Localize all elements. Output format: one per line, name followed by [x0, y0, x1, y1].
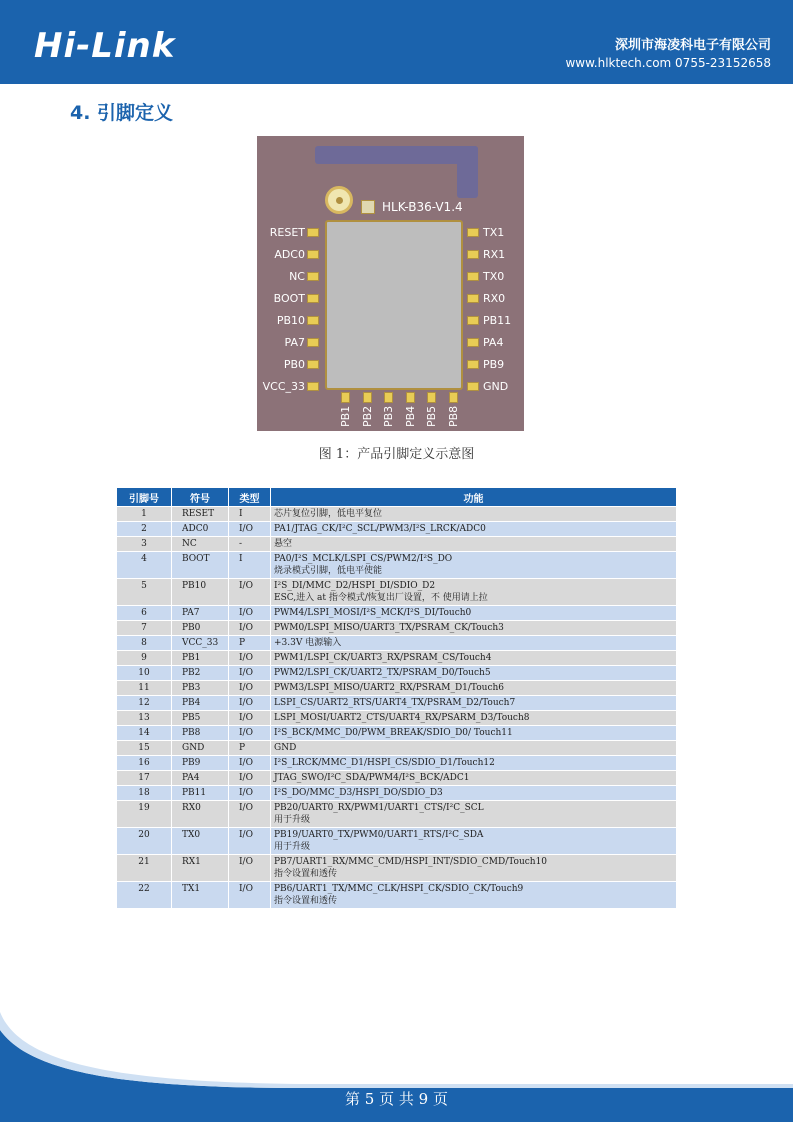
symbol-cell: ADC0 [172, 522, 229, 537]
type-cell: I/O [229, 579, 271, 606]
function-cell [271, 552, 677, 579]
table-row [117, 522, 677, 537]
function-cell [271, 651, 677, 666]
function-line: PB20/UART0_RX/PWM1/UART1_CTS/I²C_SCL [274, 803, 484, 813]
table-row [117, 651, 677, 666]
symbol-cell: PB1 [172, 651, 229, 666]
pin-number-cell: 17 [117, 771, 172, 786]
pin-label-left: RESET [269, 226, 305, 239]
type-cell: I/O [229, 681, 271, 696]
pin-label-left: NC [289, 270, 305, 283]
pin-pad [427, 392, 436, 403]
pin-label-left: PB0 [283, 358, 305, 371]
table-row [117, 636, 677, 651]
function-cell [271, 636, 677, 651]
pin-label-right: PA4 [483, 336, 504, 349]
pin-label-bottom: PB4 [403, 405, 417, 427]
symbol-cell: RESET [172, 507, 229, 522]
function-cell [271, 606, 677, 621]
type-cell: I/O [229, 855, 271, 882]
symbol-cell: PB3 [172, 681, 229, 696]
table-row [117, 741, 677, 756]
symbol-cell: GND [172, 741, 229, 756]
module-label: HLK-B36-V1.4 [382, 200, 463, 214]
pcb-antenna [315, 146, 478, 164]
pin-number-cell: 10 [117, 666, 172, 681]
pin-pad [307, 250, 319, 259]
symbol-cell: BOOT [172, 552, 229, 579]
symbol-cell: PB9 [172, 756, 229, 771]
type-cell: I/O [229, 786, 271, 801]
function-line: 烧录模式引脚，低电平使能 [274, 566, 383, 576]
table-row [117, 711, 677, 726]
pin-pad [341, 392, 350, 403]
pin-pad [384, 392, 393, 403]
type-cell: I/O [229, 771, 271, 786]
pin-label-left: ADC0 [274, 248, 305, 261]
function-cell [271, 666, 677, 681]
pin-pad [467, 250, 479, 259]
table-row [117, 696, 677, 711]
type-cell: - [229, 537, 271, 552]
type-cell: I/O [229, 711, 271, 726]
pin-label-left: BOOT [273, 292, 305, 305]
pin-pad [307, 338, 319, 347]
symbol-cell: PB11 [172, 786, 229, 801]
type-cell: I/O [229, 621, 271, 636]
function-line: 用于升级 [274, 842, 311, 852]
function-line: PWM2/LSPI_CK/UART2_TX/PSRAM_D0/Touch5 [274, 668, 491, 678]
table-row [117, 855, 677, 882]
pin-number-cell: 2 [117, 522, 172, 537]
table-row [117, 537, 677, 552]
symbol-cell: VCC_33 [172, 636, 229, 651]
pin-number-cell: 12 [117, 696, 172, 711]
pin-label-left: VCC_33 [262, 380, 305, 393]
pcb-antenna-side [457, 146, 478, 198]
symbol-cell: PA4 [172, 771, 229, 786]
pin-number-cell: 14 [117, 726, 172, 741]
table-row [117, 726, 677, 741]
symbol-cell: PB2 [172, 666, 229, 681]
function-line: PA0/I²S_MCLK/LSPI_CS/PWM2/I²S_DO [274, 554, 453, 564]
symbol-cell: PA7 [172, 606, 229, 621]
function-cell [271, 786, 677, 801]
pin-pad [467, 294, 479, 303]
table-row [117, 882, 677, 909]
pin-pad [307, 294, 319, 303]
function-line: I²S_LRCK/MMC_D1/HSPI_CS/SDIO_D1/Touch12 [274, 758, 495, 768]
function-line: ESC,进入 at 指令模式/恢复出厂设置，不 使用请上拉 [274, 593, 488, 603]
function-cell [271, 579, 677, 606]
pin-label-right: PB9 [483, 358, 505, 371]
pin-label-right: GND [483, 380, 509, 393]
pin-pad [406, 392, 415, 403]
function-cell [271, 537, 677, 552]
function-cell [271, 771, 677, 786]
pin-number-cell: 21 [117, 855, 172, 882]
function-line: 悬空 [274, 539, 293, 549]
rf-shield [325, 220, 463, 390]
function-cell [271, 855, 677, 882]
type-cell: I/O [229, 726, 271, 741]
pin-pad [467, 338, 479, 347]
function-line: JTAG_SWO/I²C_SDA/PWM4/I²S_BCK/ADC1 [274, 773, 470, 783]
function-cell [271, 696, 677, 711]
type-cell: I/O [229, 801, 271, 828]
pin-label-right: RX0 [483, 292, 506, 305]
page-header [0, 0, 793, 84]
pin-label-bottom: PB8 [446, 405, 460, 427]
pin-number-cell: 9 [117, 651, 172, 666]
function-line: LSPI_MOSI/UART2_CTS/UART4_RX/PSARM_D3/Touch8 [274, 713, 530, 723]
table-row [117, 828, 677, 855]
pin-pad [307, 316, 319, 325]
symbol-cell: PB10 [172, 579, 229, 606]
header-function: 功能 [271, 488, 677, 507]
chip-component-icon [361, 200, 375, 214]
pin-pad [363, 392, 372, 403]
table-header-row [117, 488, 677, 507]
pin-pad [467, 360, 479, 369]
table-row [117, 681, 677, 696]
pin-pad [307, 360, 319, 369]
symbol-cell: RX0 [172, 801, 229, 828]
function-line: 芯片复位引脚，低电平复位 [274, 509, 383, 519]
type-cell: I/O [229, 756, 271, 771]
pin-number-cell: 3 [117, 537, 172, 552]
pin-pad [467, 272, 479, 281]
table-row [117, 756, 677, 771]
function-cell [271, 756, 677, 771]
table-row [117, 579, 677, 606]
pin-number-cell: 22 [117, 882, 172, 909]
table-row [117, 786, 677, 801]
pin-number-cell: 13 [117, 711, 172, 726]
pin-number-cell: 4 [117, 552, 172, 579]
function-line: GND [274, 743, 297, 753]
symbol-cell: PB4 [172, 696, 229, 711]
company-contact: www.hlktech.com 0755-23152658 [565, 56, 771, 70]
function-line: PWM1/LSPI_CK/UART3_RX/PSRAM_CS/Touch4 [274, 653, 492, 663]
type-cell: P [229, 636, 271, 651]
function-cell [271, 801, 677, 828]
pin-number-cell: 1 [117, 507, 172, 522]
function-cell [271, 741, 677, 756]
pin-label-right: TX1 [483, 226, 505, 239]
function-line: PWM3/LSPI_MISO/UART2_RX/PSRAM_D1/Touch6 [274, 683, 505, 693]
pin-label-right: TX0 [483, 270, 505, 283]
function-line: PA1/JTAG_CK/I²C_SCL/PWM3/I²S_LRCK/ADC0 [274, 524, 486, 534]
function-line: I²S_DO/MMC_D3/HSPI_DO/SDIO_D3 [274, 788, 443, 798]
type-cell: I/O [229, 666, 271, 681]
pin-label-left: PB10 [276, 314, 305, 327]
section-title: 4. 引脚定义 [70, 102, 174, 124]
symbol-cell: NC [172, 537, 229, 552]
pin-number-cell: 20 [117, 828, 172, 855]
function-line: PWM0/LSPI_MISO/UART3_TX/PSRAM_CK/Touch3 [274, 623, 504, 633]
function-cell [271, 522, 677, 537]
pin-number-cell: 19 [117, 801, 172, 828]
type-cell: I/O [229, 696, 271, 711]
figure-caption: 图 1：产品引脚定义示意图 [318, 447, 475, 462]
pin-number-cell: 6 [117, 606, 172, 621]
table-row [117, 606, 677, 621]
function-cell [271, 711, 677, 726]
type-cell: I/O [229, 522, 271, 537]
pin-label-bottom: PB5 [425, 405, 438, 427]
pin-definition-table [116, 487, 677, 909]
ipex-connector-icon [325, 186, 353, 214]
pin-number-cell: 7 [117, 621, 172, 636]
type-cell: I/O [229, 651, 271, 666]
function-cell [271, 726, 677, 741]
function-line: I²S_BCK/MMC_D0/PWM_BREAK/SDIO_D0/ Touch11 [274, 728, 513, 738]
function-cell [271, 882, 677, 909]
hilink-logo: Hi-Link [34, 26, 176, 66]
type-cell: I/O [229, 828, 271, 855]
header-pin-number: 引脚号 [117, 488, 172, 507]
pin-pad [307, 228, 319, 237]
header-symbol: 符号 [172, 488, 229, 507]
pin-pad [467, 316, 479, 325]
symbol-cell: PB0 [172, 621, 229, 636]
pin-label-bottom: PB2 [360, 405, 374, 427]
pin-number-cell: 15 [117, 741, 172, 756]
pin-pad [467, 382, 479, 391]
type-cell: I/O [229, 882, 271, 909]
pin-pad [449, 392, 458, 403]
function-cell [271, 621, 677, 636]
pin-number-cell: 5 [117, 579, 172, 606]
function-line: +3.3V 电源输入 [274, 638, 342, 648]
table-row [117, 801, 677, 828]
table-row [117, 666, 677, 681]
pin-number-cell: 16 [117, 756, 172, 771]
pin-label-right: RX1 [483, 248, 506, 261]
type-cell: I [229, 507, 271, 522]
symbol-cell: RX1 [172, 855, 229, 882]
function-line: 用于升级 [274, 815, 311, 825]
function-line: PB6/UART1_TX/MMC_CLK/HSPI_CK/SDIO_CK/Touch9 [274, 884, 524, 894]
function-cell [271, 507, 677, 522]
module-pinout-image [257, 136, 524, 431]
function-line: PB7/UART1_RX/MMC_CMD/HSPI_INT/SDIO_CMD/Touch10 [274, 857, 548, 867]
pin-pad [307, 272, 319, 281]
function-line: 指令设置和透传 [274, 896, 338, 906]
function-cell [271, 681, 677, 696]
pin-number-cell: 18 [117, 786, 172, 801]
symbol-cell: TX1 [172, 882, 229, 909]
company-name: 深圳市海凌科电子有限公司 [614, 38, 771, 53]
table-row [117, 621, 677, 636]
type-cell: I/O [229, 606, 271, 621]
type-cell: P [229, 741, 271, 756]
pin-pad [307, 382, 319, 391]
symbol-cell: TX0 [172, 828, 229, 855]
pin-label-bottom: PB3 [382, 405, 395, 427]
function-line: PWM4/LSPI_MOSI/I²S_MCK/I²S_DI/Touch0 [274, 608, 472, 618]
table-row [117, 507, 677, 522]
symbol-cell: PB5 [172, 711, 229, 726]
pin-label-left: PA7 [284, 336, 305, 349]
pin-number-cell: 8 [117, 636, 172, 651]
header-type: 类型 [229, 488, 271, 507]
function-line: PB19/UART0_TX/PWM0/UART1_RTS/I²C_SDA [274, 830, 484, 840]
type-cell: I [229, 552, 271, 579]
table-row [117, 771, 677, 786]
function-line: 指令设置和透传 [274, 869, 338, 879]
table-row [117, 552, 677, 579]
function-line: LSPI_CS/UART2_RTS/UART4_TX/PSRAM_D2/Touch7 [274, 698, 516, 708]
pin-number-cell: 11 [117, 681, 172, 696]
pin-label-bottom: PB1 [339, 405, 352, 427]
function-line: I²S_DI/MMC_D2/HSPI_DI/SDIO_D2 [274, 581, 436, 591]
function-cell [271, 828, 677, 855]
pin-pad [467, 228, 479, 237]
page-number: 第 5 页 共 9 页 [345, 1090, 448, 1108]
symbol-cell: PB8 [172, 726, 229, 741]
pin-label-right: PB11 [483, 314, 512, 327]
